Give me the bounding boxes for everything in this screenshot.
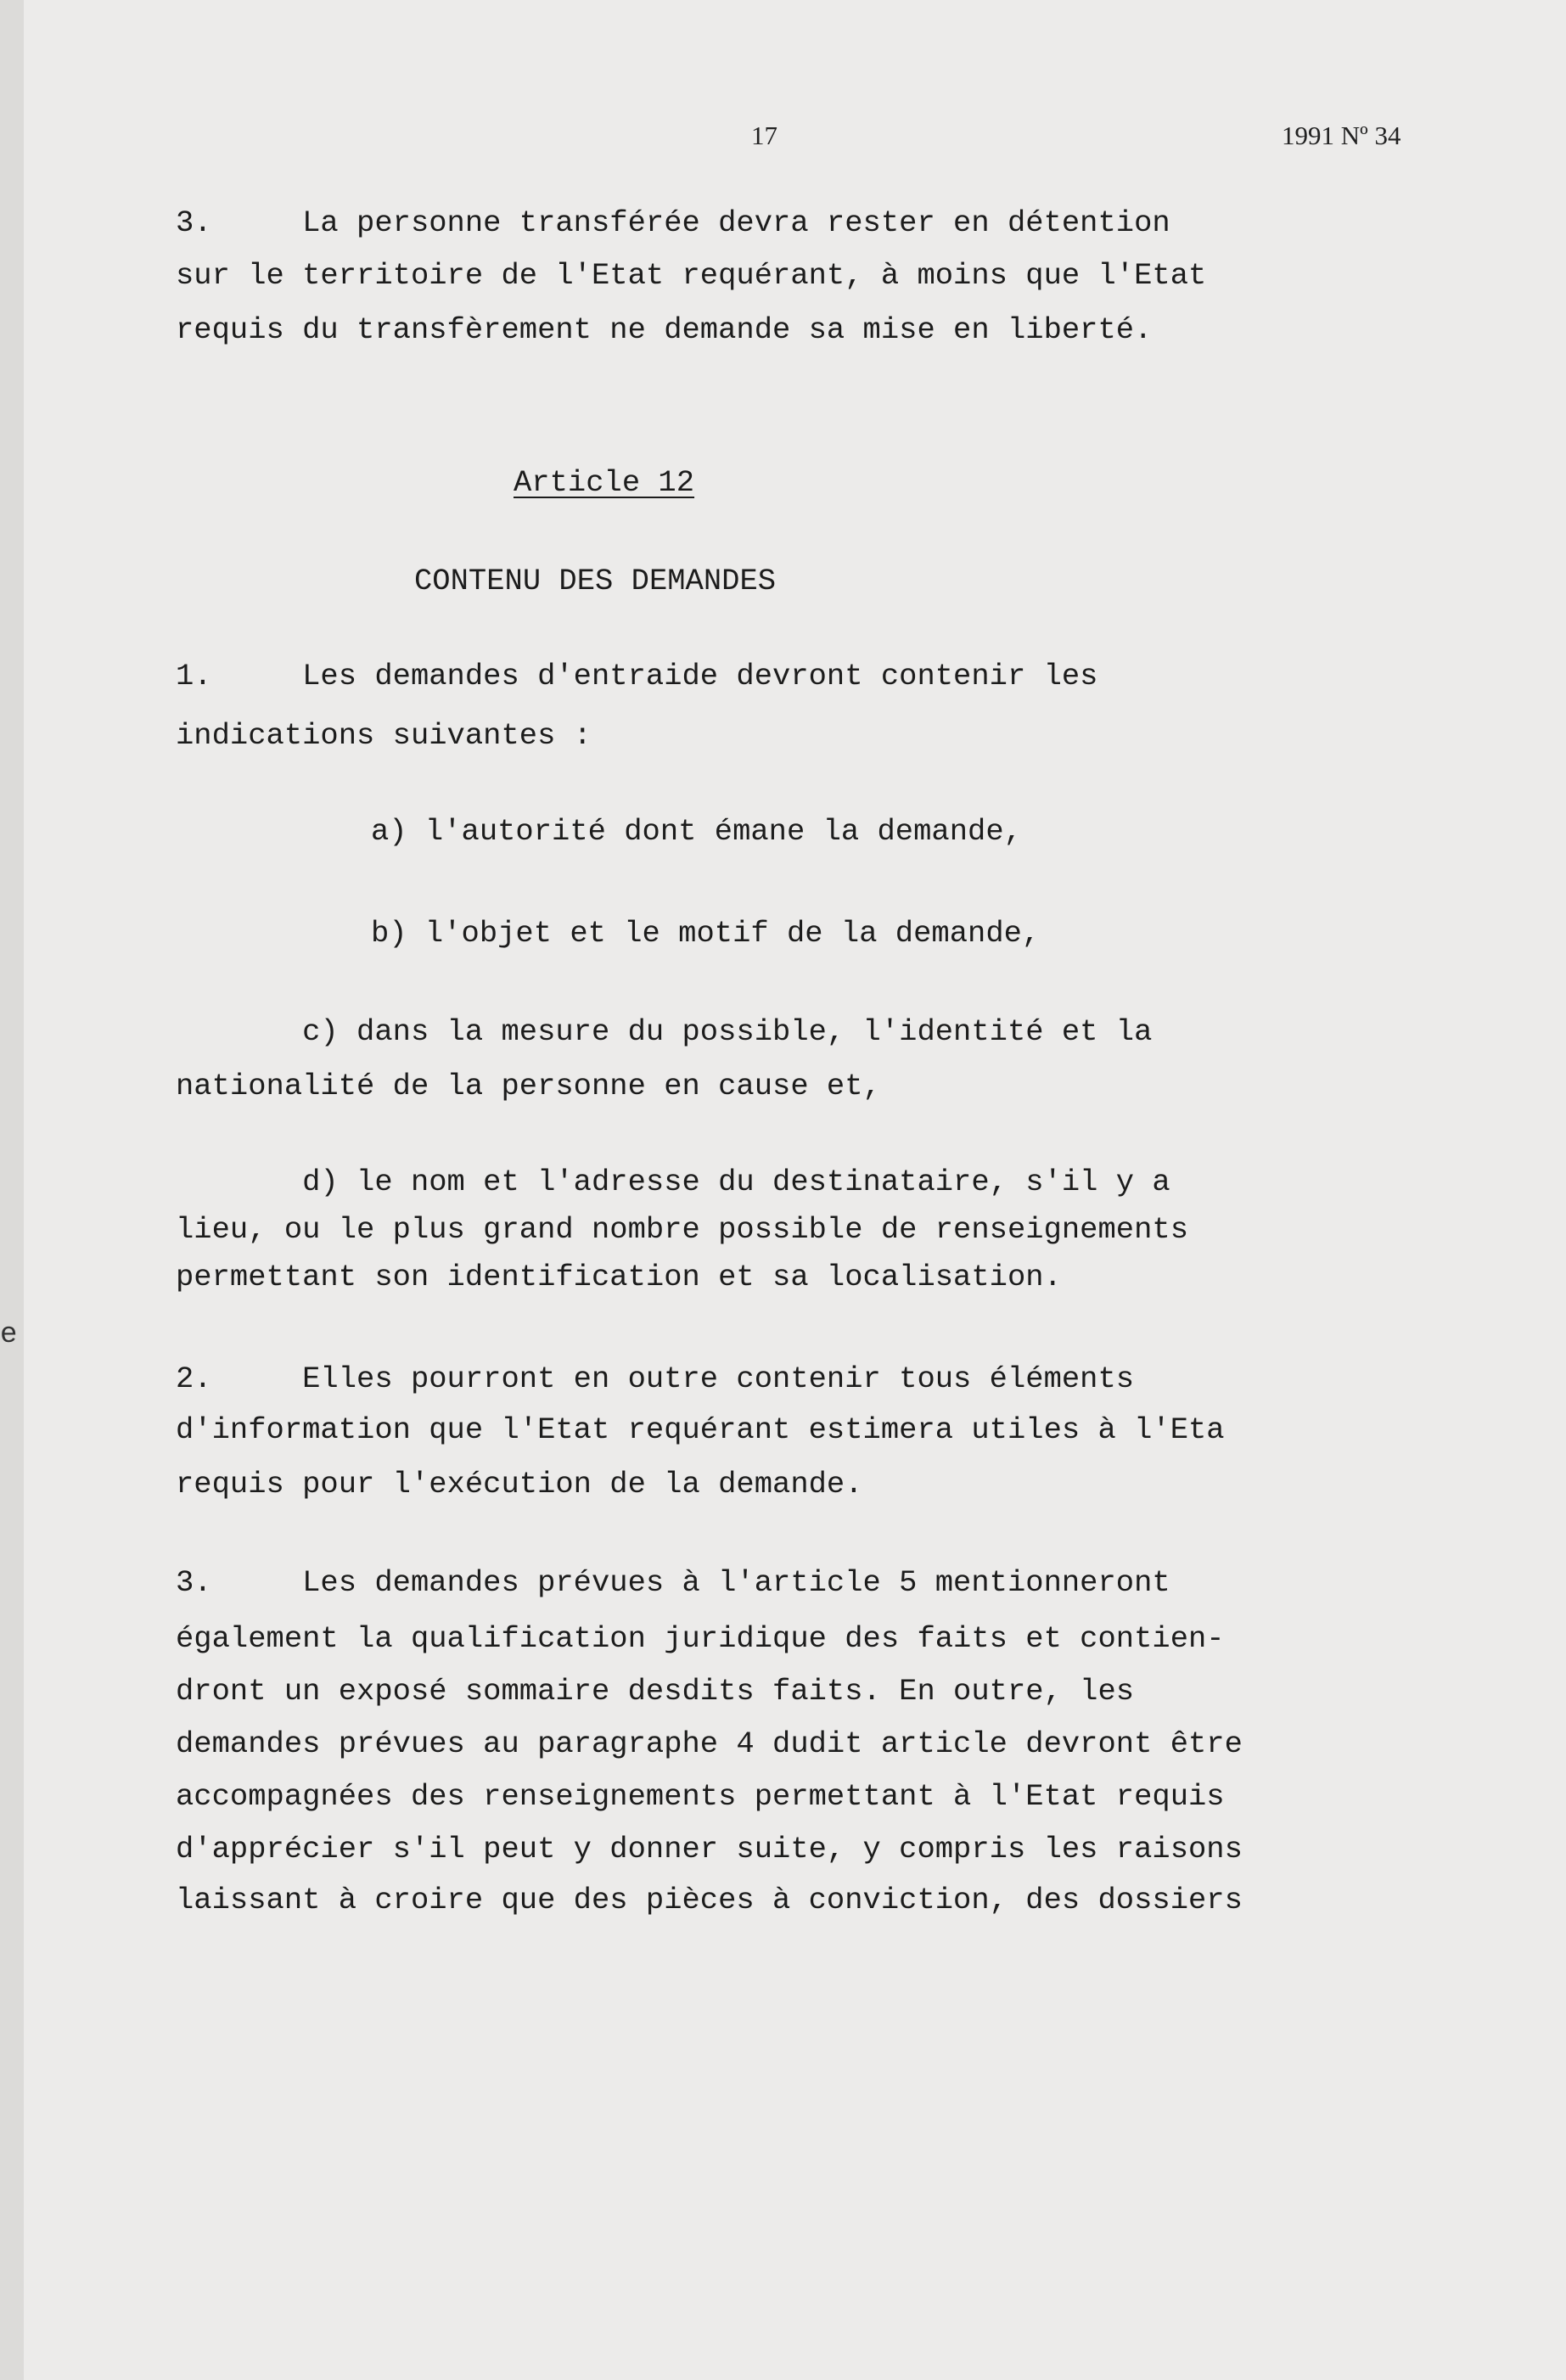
paragraph-3-prev-line: 3. La personne transférée devra rester en détention xyxy=(176,205,1170,240)
article-title: Article 12 xyxy=(514,465,695,500)
paragraph-1-line: 1. Les demandes d'entraide devront contenir les xyxy=(176,659,1098,693)
paragraph-2-line: d'information que l'Etat requérant estimera utiles à l'Eta xyxy=(176,1412,1225,1447)
margin-glyph: e xyxy=(0,1319,18,1351)
list-item-c-line: c) dans la mesure du possible, l'identité et la xyxy=(176,1014,1153,1049)
paragraph-3-line: 3. Les demandes prévues à l'article 5 mentionneront xyxy=(176,1565,1170,1600)
list-item-d-line: d) le nom et l'adresse du destinataire, s'il y a xyxy=(176,1165,1170,1199)
list-item-d-line: lieu, ou le plus grand nombre possible de renseignements xyxy=(176,1212,1188,1247)
paragraph-3-line: laissant à croire que des pièces à conviction, des dossiers xyxy=(176,1883,1243,1917)
paragraph-3-prev-line: requis du transfèrement ne demande sa mise en liberté. xyxy=(176,312,1153,347)
paragraph-3-line: accompagnées des renseignements permettant à l'Etat requis xyxy=(176,1779,1225,1814)
paragraph-1-line: indications suivantes : xyxy=(176,718,592,753)
paragraph-2-line: 2. Elles pourront en outre contenir tous éléments xyxy=(176,1361,1135,1396)
list-item-d-line: permettant son identification et sa localisation. xyxy=(176,1260,1062,1294)
list-item-b: b) l'objet et le motif de la demande, xyxy=(371,916,1041,951)
page-fold-shadow xyxy=(0,0,24,2380)
paragraph-3-line: d'apprécier s'il peut y donner suite, y compris les raisons xyxy=(176,1832,1243,1866)
paragraph-3-line: également la qualification juridique des faits et contien- xyxy=(176,1621,1225,1656)
document-reference: 1991 Nº 34 xyxy=(1282,121,1401,150)
page-number: 17 xyxy=(751,121,777,150)
paragraph-3-line: demandes prévues au paragraphe 4 dudit article devront être xyxy=(176,1726,1243,1761)
list-item-a: a) l'autorité dont émane la demande, xyxy=(371,814,1022,849)
list-item-c-line: nationalité de la personne en cause et, xyxy=(176,1069,881,1103)
article-subtitle: CONTENU DES DEMANDES xyxy=(414,564,777,598)
paragraph-2-line: requis pour l'exécution de la demande. xyxy=(176,1467,863,1502)
paragraph-3-line: dront un exposé sommaire desdits faits. En outre, les xyxy=(176,1674,1135,1709)
paragraph-3-prev-line: sur le territoire de l'Etat requérant, à moins que l'Etat xyxy=(176,258,1207,293)
